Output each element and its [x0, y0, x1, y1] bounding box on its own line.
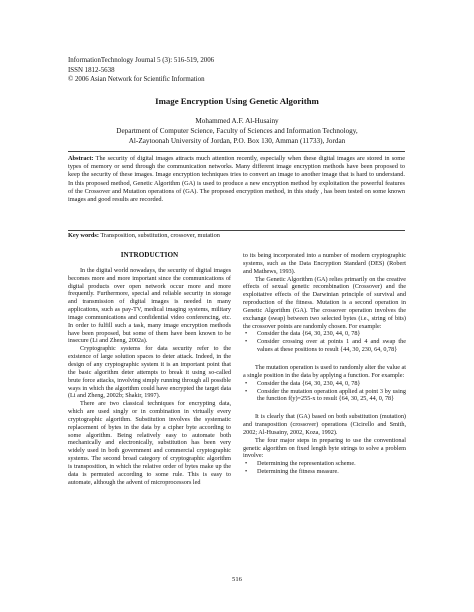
- abstract: [68, 155, 405, 204]
- list-item: • Consider the mutation operation applied at point 3 by using the function f(y)=255-x to result {64, 30, 25, 44, 0, 78}: [243, 388, 406, 404]
- keywords-text: Transposition, substitution, crossover, mutation: [100, 232, 220, 239]
- abstract-text: The security of digital images attracts much attention recently, especially when these digital images are stored in some types of memory or send through the communication networks. Many different image encryption methods have been proposed to keep the security of these images. Image encryption techniques tries to convert an image to another image that is hard to understand. In this proposed method, Genetic Algorithm (GA) is used to produce a new encryption method by exploitation the powerful features of the Crossover and Mutation operations of (GA). The proposed encryption method, in this study , has been tested on some known images and good results are recorded.: [68, 155, 405, 204]
- list-item: • Consider the data {64, 30, 230, 44, 0, 78}: [243, 380, 406, 388]
- mutation-example-list: [243, 380, 406, 404]
- author-name: Mohammed A.F. Al-Husainy: [195, 117, 279, 125]
- right-paragraph-5: The four major steps in preparing to use the conventional genetic algorithm on fixed length byte strings to solve a problem involve:: [243, 436, 406, 460]
- list-item: • Consider the data {64, 30, 230, 44, 0, 78}: [243, 330, 406, 338]
- page-number: 516: [232, 576, 242, 583]
- spacer: [243, 403, 406, 413]
- crossover-example-list: [243, 330, 406, 354]
- intro-paragraph-3: There are two classical techniques for encrypting data, which are used singly or in combination in virtually every cryptographic algorithm. Substitution involves the systematic replacement of bytes in the data by a cipher byte according to some algorithm. Being relatively easy to automate both mechanically and electronically, substitution has been very widely used in both government and commercial cryptographic systems. The second broad category of cryptographic algorithm is transposition, in which the relative order of bytes make up the data is permuted according to some rule. This is easy to automate, although the advent of microprocessors led: [68, 400, 231, 486]
- keywords: [68, 232, 220, 239]
- abstract-label: Abstract:: [68, 155, 94, 162]
- right-paragraph-2: The Genetic Algorithm (GA) relies primarily on the creative effects of sexual genetic recombination (Crossover) and the exploitative effects of the Darwinian principle of survival and reproduction of the fitness. Mutation is a second operation in Genetic Algorithm (GA). The crossover operation involves the exchange (swap) between two selected bytes (i.e., string of bits) the crossover points are randomly chosen. For example:: [243, 275, 406, 330]
- right-paragraph-1: to its being incorporated into a number of modern cryptographic systems, such as the Data Encryption Standard (DES) (Robert and Mathews, 1993).: [243, 252, 406, 275]
- journal-issn: ISSN 1812-5638: [68, 66, 115, 74]
- abstract-bottom-rule: [68, 230, 405, 231]
- list-item: • Determining the representation scheme.: [243, 460, 406, 468]
- section-heading-introduction: INTRODUCTION: [120, 251, 179, 259]
- list-item: • Determining the fitness measure.: [243, 468, 406, 476]
- paper-title: Image Encryption Using Genetic Algorithm: [155, 96, 319, 106]
- author-affiliation-line1: Department of Computer Science, Faculty of Sciences and Information Technology,: [116, 127, 358, 135]
- keywords-label: Key words:: [68, 232, 99, 239]
- intro-paragraph-1: In the digital world nowadays, the security of digital images becomes more and more important since the communications of digital products over open network occur more and more frequently. Furthermore, special and reliable security in storage and transmission of digital images is needed in many applications, such as pay-TV, medical imaging systems, military image communications and confidential video conferencing, etc. In order to fulfill such a task, many image encryption methods have been proposed, but some of them have been known to be insecure (Li and Zheng, 2002a).: [68, 266, 231, 345]
- journal-header: [68, 56, 214, 85]
- right-paragraph-3: The mutation operation is used to randomly alter the value at a single position in the data by applying a function. For example:: [243, 363, 406, 379]
- spacer: [243, 354, 406, 364]
- list-item: • Consider crossing over at points 1 and 4 and swap the values at these positions to result {44, 30, 230, 64, 0,78}: [243, 338, 406, 354]
- author-affiliation-line2: Al-Zaytoonah University of Jordan, P.O. Box 130, Amman (11733), Jordan: [128, 137, 346, 145]
- right-column: [243, 252, 406, 476]
- right-paragraph-4: It is clearly that (GA) based on both substitution (mutation) and transposition (crossover) operations (Cicirello and Smith, 2002; Al-Husainy, 2002, Koza, 1992).: [243, 413, 406, 436]
- abstract-top-rule: [68, 151, 405, 152]
- journal-copyright: © 2006 Asian Network for Scientific Information: [68, 76, 205, 83]
- author-block: [0, 116, 474, 146]
- left-column: [68, 252, 231, 486]
- journal-citation: InformationTechnology Journal 5 (3): 516-519, 2006: [68, 57, 215, 64]
- intro-paragraph-2: Cryptographic systems for data security refer to the existence of large solution spaces to deter attack. Indeed, in the design of any cryptographic system it is an important point that the basic algorithm deter attempts to break it using so-called brute force attacks, involving simply running through all possible ways in which the algorithm could have encrypted the target data (Li and Zheng, 2002b; Shakir, 1997).: [68, 345, 231, 400]
- steps-list: [243, 460, 406, 476]
